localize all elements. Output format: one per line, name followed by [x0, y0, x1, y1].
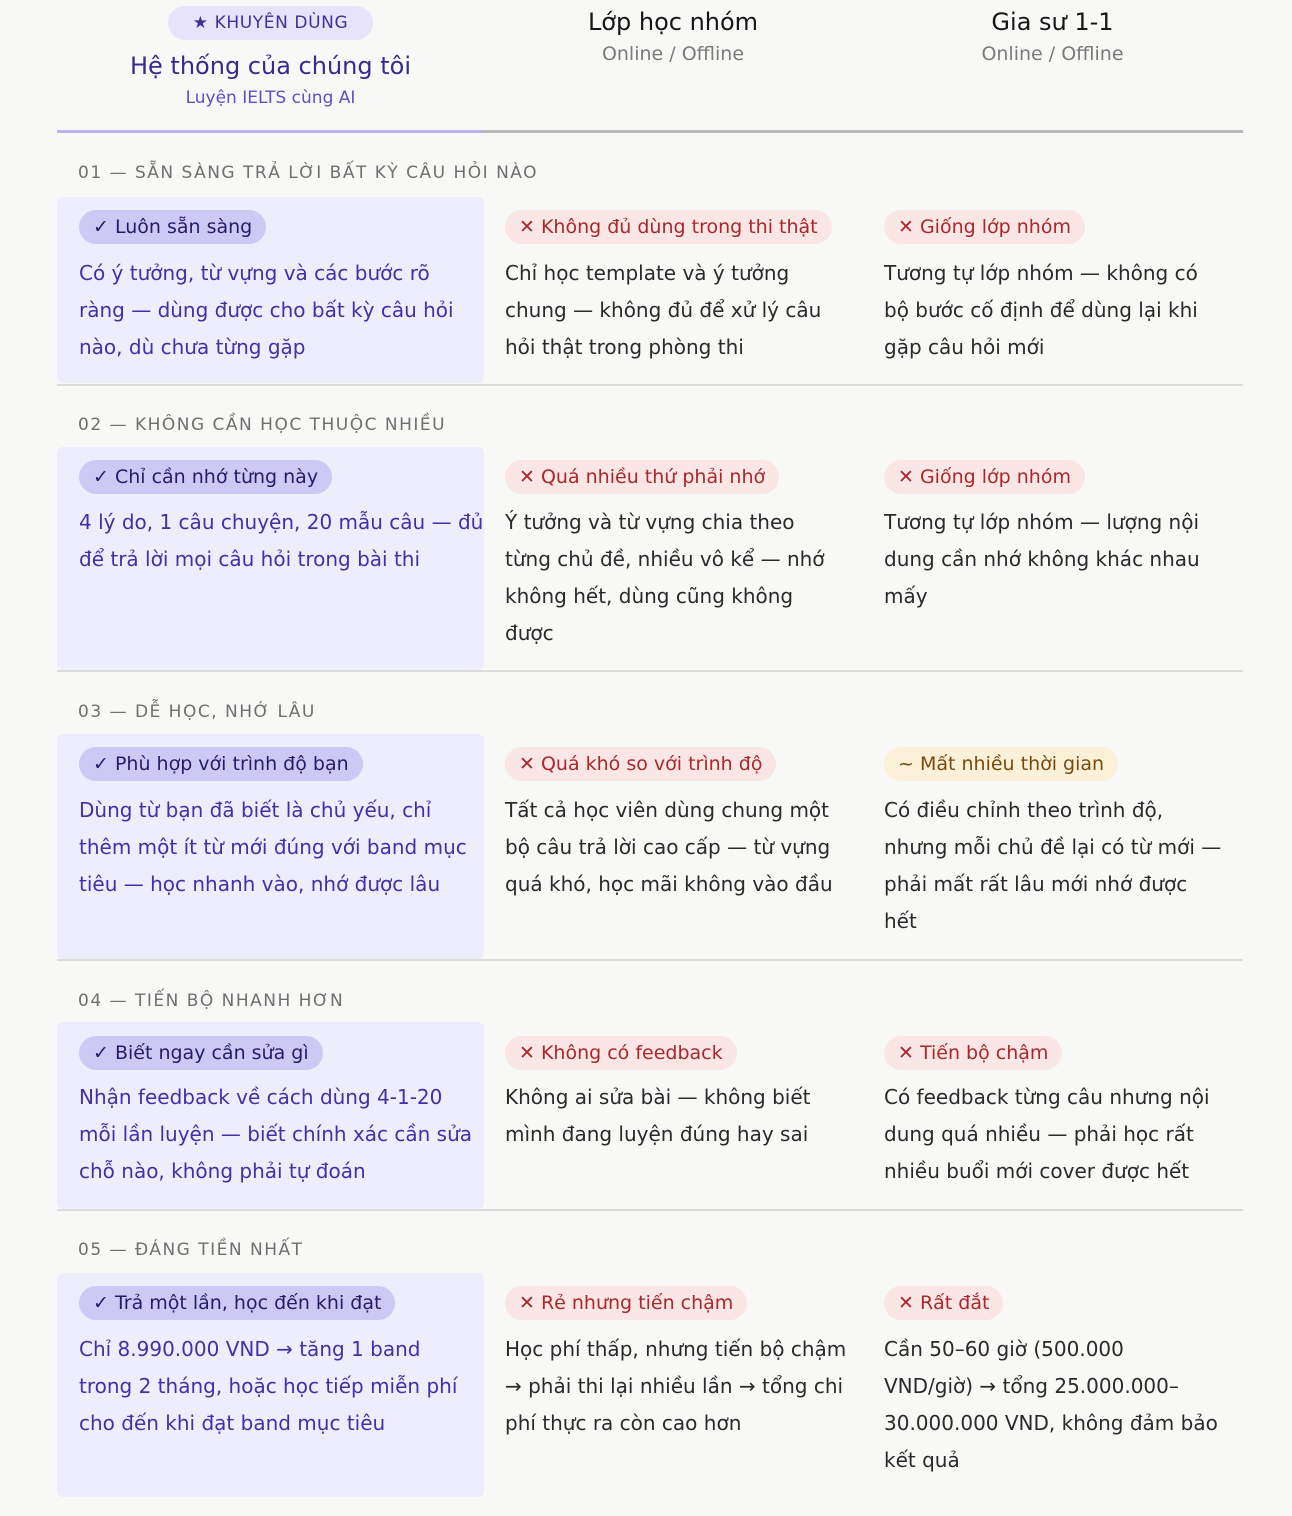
- text-line: cho đến khi đạt band mục tiêu: [79, 1411, 386, 1435]
- text-line: không hết, dùng cũng không: [505, 584, 794, 608]
- text-line: được: [505, 621, 554, 645]
- group-chip: ✕ Không đủ dùng trong thi thật: [505, 210, 832, 244]
- row-divider: [57, 959, 1243, 961]
- header-divider-highlight: [57, 130, 484, 133]
- text-line: Ý tưởng và từ vựng chia theo: [505, 510, 795, 534]
- text-line: hỏi thật trong phòng thi: [505, 335, 744, 359]
- comparison-row-2: [57, 415, 1243, 671]
- text-line: Không ai sửa bài — không biết: [505, 1085, 811, 1109]
- text-line: Cần 50–60 giờ (500.000: [884, 1337, 1124, 1361]
- text-line: Có điều chỉnh theo trình độ,: [884, 798, 1164, 822]
- comparison-header: [57, 0, 1243, 134]
- text-line: phải mất rất lâu mới nhớ được: [884, 872, 1188, 896]
- ours-card: [57, 1273, 484, 1497]
- ours-chip: ✓ Trả một lần, học đến khi đạt: [79, 1286, 395, 1320]
- text-line: chỗ nào, không phải tự đoán: [79, 1159, 366, 1183]
- text-line: nhưng mỗi chủ đề lại có từ mới —: [884, 835, 1222, 859]
- ours-chip: ✓ Chỉ cần nhớ từng này: [79, 460, 332, 494]
- text-line: 4 lý do, 1 câu chuyện, 20 mẫu câu — đủ: [79, 510, 484, 534]
- ours-card: [57, 1022, 484, 1209]
- text-line: Tất cả học viên dùng chung một: [505, 798, 830, 822]
- comparison-row-1: [57, 163, 1243, 385]
- ours-chip: ✓ Biết ngay cần sửa gì: [79, 1036, 323, 1070]
- text-line: Tương tự lớp nhóm — không có: [884, 261, 1198, 285]
- ours-text: [79, 1331, 457, 1442]
- comparison-row-4: [57, 991, 1243, 1210]
- ours-chip: ✓ Phù hợp với trình độ bạn: [79, 747, 363, 781]
- text-line: Nhận feedback về cách dùng 4-1-20: [79, 1085, 443, 1109]
- text-line: Chỉ học template và ý tưởng: [505, 261, 790, 285]
- group-chip: ✕ Quá nhiều thứ phải nhớ: [505, 460, 779, 494]
- ours-card: [57, 447, 484, 670]
- text-line: mình đang luyện đúng hay sai: [505, 1122, 809, 1146]
- text-line: bộ câu trả lời cao cấp — từ vựng: [505, 835, 831, 859]
- ours-title: Hệ thống của chúng tôi: [129, 52, 411, 80]
- text-line: Học phí thấp, nhưng tiến bộ chậm: [505, 1337, 847, 1361]
- row-label: 01 — SẴN SÀNG TRẢ LỜI BẤT KỲ CÂU HỎI NÀO: [78, 163, 539, 183]
- group-text: [505, 792, 833, 903]
- text-line: bộ bước cố định để dùng lại khi: [884, 298, 1198, 322]
- text-line: để trả lời mọi câu hỏi trong bài thi: [79, 547, 421, 571]
- ours-text: [79, 255, 454, 366]
- ours-text: [79, 504, 483, 578]
- text-line: ràng — dùng được cho bất kỳ câu hỏi: [79, 298, 454, 322]
- row-divider: [57, 1209, 1243, 1211]
- ours-subtitle: Luyện IELTS cùng AI: [185, 88, 356, 108]
- text-line: nào, dù chưa từng gặp: [79, 335, 306, 359]
- text-line: phí thực ra còn cao hơn: [505, 1411, 742, 1435]
- text-line: Tương tự lớp nhóm — lượng nội: [884, 510, 1200, 534]
- group-text: [505, 255, 821, 366]
- text-line: quá khó, học mãi không vào đầu: [505, 872, 833, 896]
- text-line: Dùng từ bạn đã biết là chủ yếu, chỉ: [79, 798, 432, 822]
- tutor-text: [884, 504, 1200, 615]
- group-class-title: Lớp học nhóm: [587, 8, 759, 36]
- text-line: Có feedback từng câu nhưng nội: [884, 1085, 1210, 1109]
- text-line: dung cần nhớ không khác nhau: [884, 547, 1200, 571]
- tutor-text: [884, 792, 1221, 940]
- tutor-text: [884, 1331, 1218, 1479]
- ours-text: [79, 792, 467, 903]
- group-chip: ✕ Quá khó so với trình độ: [505, 747, 776, 781]
- ours-chip: ✓ Luôn sẵn sàng: [79, 210, 266, 244]
- tutor-text: [884, 255, 1198, 366]
- text-line: chung — không đủ để xử lý câu: [505, 298, 822, 322]
- text-line: → phải thi lại nhiều lần → tổng chi: [505, 1374, 844, 1398]
- tutor-chip: ✕ Tiến bộ chậm: [884, 1036, 1062, 1070]
- tutor-chip: ✕ Giống lớp nhóm: [884, 460, 1085, 494]
- group-text: [505, 1331, 846, 1442]
- text-line: Chỉ 8.990.000 VND → tăng 1 band: [79, 1337, 421, 1361]
- tutor-chip: ✕ Rất đắt: [884, 1286, 1003, 1320]
- comparison-row-3: [57, 702, 1243, 960]
- comparison-row-5: [57, 1240, 1243, 1500]
- row-label: 03 — DỄ HỌC, NHỚ LÂU: [78, 702, 316, 722]
- text-line: từng chủ đề, nhiều vô kể — nhớ: [505, 547, 825, 571]
- tutor-text: [884, 1079, 1210, 1190]
- row-label: 02 — KHÔNG CẦN HỌC THUỘC NHIỀU: [78, 415, 447, 435]
- text-line: nhiều buổi mới cover được hết: [884, 1159, 1190, 1183]
- group-text: [505, 504, 825, 652]
- recommended-badge: ★ KHUYÊN DÙNG: [168, 6, 373, 40]
- text-line: tiêu — học nhanh vào, nhớ được lâu: [79, 872, 441, 896]
- text-line: VND/giờ) → tổng 25.000.000–: [884, 1374, 1179, 1398]
- text-line: mỗi lần luyện — biết chính xác cần sửa: [79, 1122, 473, 1146]
- text-line: 30.000.000 VND, không đảm bảo: [884, 1411, 1218, 1435]
- row-label: 05 — ĐÁNG TIỀN NHẤT: [78, 1240, 304, 1260]
- row-divider: [57, 670, 1243, 672]
- text-line: gặp câu hỏi mới: [884, 335, 1045, 359]
- text-line: dung quá nhiều — phải học rất: [884, 1122, 1194, 1146]
- ours-card: [57, 734, 484, 959]
- ours-card: [57, 197, 484, 383]
- text-line: thêm một ít từ mới đúng với band mục: [79, 835, 467, 859]
- tutor-title: Gia sư 1-1: [991, 8, 1114, 36]
- text-line: kết quả: [884, 1448, 960, 1472]
- row-label: 04 — TIẾN BỘ NHANH HƠN: [78, 991, 345, 1011]
- text-line: trong 2 tháng, hoặc học tiếp miễn phí: [79, 1374, 458, 1398]
- group-text: [505, 1079, 810, 1153]
- tutor-chip: ✕ Giống lớp nhóm: [884, 210, 1085, 244]
- tutor-subtitle: Online / Offline: [981, 43, 1124, 65]
- row-divider: [57, 384, 1243, 386]
- ours-text: [79, 1079, 472, 1190]
- group-chip: ✕ Không có feedback: [505, 1036, 737, 1070]
- text-line: hết: [884, 909, 917, 933]
- tutor-chip: ~ Mất nhiều thời gian: [884, 747, 1118, 781]
- text-line: Có ý tưởng, từ vựng và các bước rõ: [79, 261, 430, 285]
- group-chip: ✕ Rẻ nhưng tiến chậm: [505, 1286, 747, 1320]
- group-class-subtitle: Online / Offline: [601, 43, 745, 65]
- text-line: mấy: [884, 584, 928, 608]
